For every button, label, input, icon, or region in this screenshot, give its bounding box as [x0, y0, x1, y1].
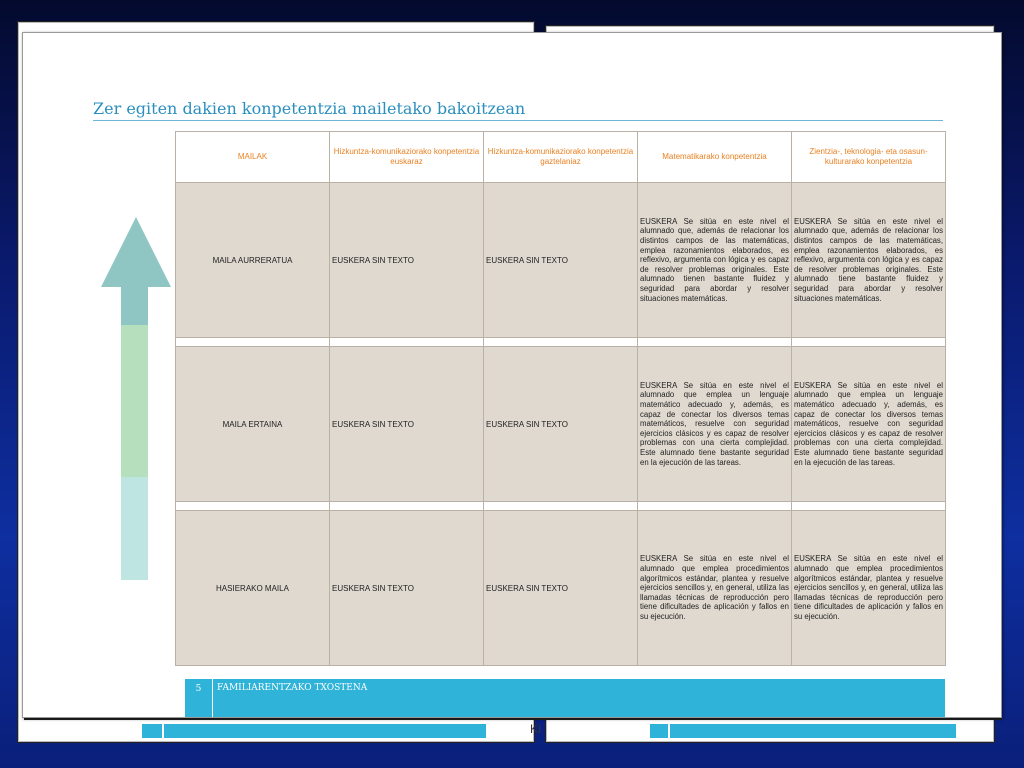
- header-math: Matematikarako konpetentzia: [638, 132, 792, 183]
- header-basque: Hizkuntza-komunikaziorako konpetentzia euskaraz: [330, 132, 484, 183]
- level-label: HASIERAKO MAILA: [176, 511, 330, 666]
- page-number: 5: [185, 679, 213, 717]
- page-title: Zer egiten dakien konpetentzia mailetako bakoitzean: [93, 99, 943, 121]
- level-arrow-icon: [99, 217, 173, 581]
- math-cell: EUSKERA Se sitúa en este nivel el alumnado que, además de relacionar los distintos campos de las matemáticas, emplea razonamientos elaborados, es reflexivo, argumenta con lógica y es capaz de resolver problemas originales. Este alumnado tienen bastante fluidez y seguridad para abordar y resolver situaciones matemáticas.: [638, 183, 792, 338]
- header-science: Zientzia-, teknologia- eta osasun-kulturarako konpetentzia: [792, 132, 946, 183]
- competence-levels-table: [175, 131, 946, 666]
- basque-cell: EUSKERA SIN TEXTO: [330, 511, 484, 666]
- math-cell: EUSKERA Se sitúa en este nivel el alumnado que emplea un lenguaje matemático adecuado y, además, es capaz de conectar los diversos temas matemáticos, resuelve con seguridad ejercicios clásicos y es capaz de resolver problemas con una cierta complejidad. Este alumnado tiene bastante seguridad en la ejecución de las tareas.: [638, 347, 792, 502]
- page-footer: [185, 679, 945, 717]
- header-spanish: Hizkuntza-komunikaziorako konpetentzia gaztelaniaz: [484, 132, 638, 183]
- basque-cell: EUSKERA SIN TEXTO: [330, 183, 484, 338]
- background-footer-text: KI: [530, 722, 542, 736]
- row-spacer: [176, 338, 946, 347]
- science-cell: EUSKERA Se sitúa en este nivel el alumnado que emplea un lenguaje matemático adecuado y, además, es capaz de conectar los diversos temas matemáticos, resuelve con seguridad ejercicios clásicos y es capaz de resolver problemas con una cierta complejidad. Este alumnado tiene bastante seguridad en la ejecución de las tareas.: [792, 347, 946, 502]
- spanish-cell: EUSKERA SIN TEXTO: [484, 511, 638, 666]
- table-row-initial: [176, 511, 946, 666]
- arrow-head: [101, 217, 171, 287]
- row-spacer: [176, 502, 946, 511]
- science-cell: EUSKERA Se sitúa en este nivel el alumnado que, además de relacionar los distintos campos de las matemáticas, emplea razonamientos elaborados, es reflexivo, argumenta con lógica y es capaz de resolver problemas originales. Este alumnado tiene bastante fluidez y seguridad para abordar y resolver situaciones matemáticas.: [792, 183, 946, 338]
- stripe-divider: [668, 724, 670, 738]
- level-label: MAILA AURRERATUA: [176, 183, 330, 338]
- footer-title: FAMILIARENTZAKO TXOSTENA: [217, 683, 368, 693]
- table-row-advanced: [176, 183, 946, 338]
- spanish-cell: EUSKERA SIN TEXTO: [484, 183, 638, 338]
- table-row-intermediate: [176, 347, 946, 502]
- background-page-footer-stripe: [650, 724, 956, 738]
- table-header-row: [176, 132, 946, 183]
- math-cell: EUSKERA Se sitúa en este nivel el alumnado que emplea procedimientos algorítmicos estándar, plantea y resuelve ejercicios sencillos y, en general, utiliza las llamadas técnicas de reproducción pero tiene dificultades de aplicación y fallos en su ejecución.: [638, 511, 792, 666]
- header-levels: MAILAK: [176, 132, 330, 183]
- arrow-segment-advanced: [121, 287, 148, 325]
- basque-cell: EUSKERA SIN TEXTO: [330, 347, 484, 502]
- background-page-footer-stripe: [142, 724, 486, 738]
- arrow-segment-intermediate: [121, 325, 148, 477]
- arrow-segment-initial: [121, 477, 148, 580]
- spanish-cell: EUSKERA SIN TEXTO: [484, 347, 638, 502]
- level-label: MAILA ERTAINA: [176, 347, 330, 502]
- stripe-divider: [162, 724, 164, 738]
- science-cell: EUSKERA Se sitúa en este nivel el alumnado que emplea procedimientos algorítmicos estándar, plantea y resuelve ejercicios sencillos y, en general, utiliza las llamadas técnicas de reproducción pero tiene dificultades de aplicación y fallos en su ejecución.: [792, 511, 946, 666]
- document-page: [22, 32, 1002, 718]
